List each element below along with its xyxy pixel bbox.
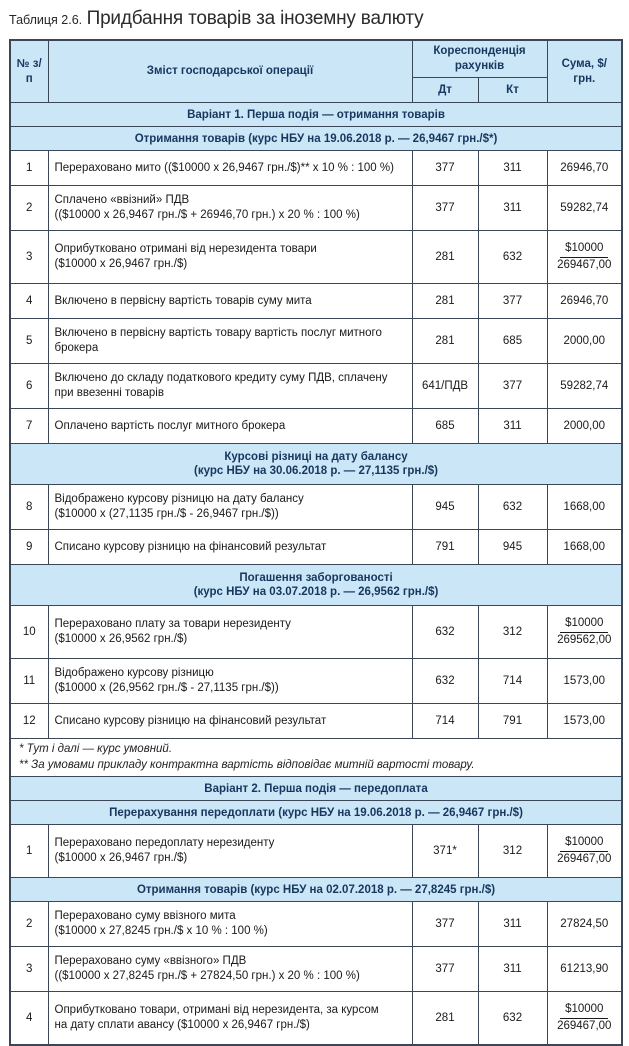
- credit-account-cell: 632: [478, 992, 547, 1046]
- operation-content-cell: [48, 825, 412, 878]
- row-number-cell: 1: [10, 151, 48, 186]
- debit-account-cell: 632: [412, 659, 478, 704]
- section-header-row: [10, 777, 622, 801]
- row-number-cell: 4: [10, 992, 48, 1046]
- text-line: Включено в первісну вартість товару вартість послуг митного: [54, 327, 382, 340]
- row-number-cell: 5: [10, 319, 48, 364]
- text-line: Перераховано передоплату нерезиденту: [54, 837, 275, 850]
- row-number-cell: 4: [10, 284, 48, 319]
- debit-account-cell: 632: [412, 606, 478, 659]
- credit-account-cell: 632: [478, 231, 547, 284]
- text-line: Варіант 2. Перша подія — передоплата: [204, 782, 428, 795]
- sum-cell: 26946,70: [547, 151, 622, 186]
- header-dt: Дт: [412, 78, 478, 103]
- debit-account-cell: 281: [412, 319, 478, 364]
- table-row: [10, 364, 622, 409]
- text-line: на дату сплати авансу ($10000 х 26,9467 грн./$): [54, 1019, 310, 1032]
- sum-cell: 2000,00: [547, 409, 622, 444]
- text-line: ($10000 х (27,1135 грн./$ - 26,9467 грн./$)): [54, 508, 279, 521]
- operation-content-cell: [48, 284, 412, 319]
- header-kt: Кт: [478, 78, 547, 103]
- footnote-cell: [10, 739, 622, 777]
- text-line: Сплачено «ввізний» ПДВ: [54, 194, 190, 207]
- table-row: [10, 409, 622, 444]
- operation-content-cell: [48, 364, 412, 409]
- operation-content-cell: [48, 186, 412, 231]
- sum-cell: 1573,00: [547, 659, 622, 704]
- row-number-cell: 3: [10, 231, 48, 284]
- text-line: Перераховано мито (($10000 х 26,9467 грн./$)** х 10 % : 100 %): [54, 161, 394, 174]
- table-row: [10, 947, 622, 992]
- table-body: [10, 103, 622, 1046]
- row-number-cell: 9: [10, 530, 48, 565]
- section-header-cell: [10, 103, 622, 127]
- text-line: Перерахування передоплати (курс НБУ на 19.06.2018 р. — 26,9467 грн./$): [109, 806, 523, 819]
- row-number-cell: 10: [10, 606, 48, 659]
- sum-cell: [547, 606, 622, 659]
- text-line: Включено в первісну вартість товарів суму мита: [54, 294, 312, 307]
- section-header-row: [10, 444, 622, 485]
- table-row: [10, 186, 622, 231]
- document-title: [9, 8, 629, 30]
- credit-account-cell: 714: [478, 659, 547, 704]
- credit-account-cell: 945: [478, 530, 547, 565]
- sum-uah-value: 269467,00: [557, 259, 612, 272]
- sum-uah-value: 269467,00: [557, 853, 612, 866]
- text-line: ($10000 х 26,9467 грн./$): [54, 852, 188, 865]
- section-header-cell: [10, 878, 622, 902]
- credit-account-cell: 311: [478, 902, 547, 947]
- sum-cell: 1573,00: [547, 704, 622, 739]
- row-number-cell: 8: [10, 485, 48, 530]
- table-row: [10, 704, 622, 739]
- debit-account-cell: 685: [412, 409, 478, 444]
- sum-cell: [547, 992, 622, 1046]
- section-header-row: [10, 565, 622, 606]
- section-header-cell: [10, 444, 622, 485]
- operation-content-cell: [48, 319, 412, 364]
- text-line: Включено до складу податкового кредиту суму ПДВ, сплачену: [54, 372, 388, 385]
- sum-usd-value: $10000: [560, 241, 608, 258]
- sum-cell: [547, 231, 622, 284]
- section-header-cell: [10, 777, 622, 801]
- table-row: [10, 530, 622, 565]
- table-row: [10, 825, 622, 878]
- text-line: ($10000 х (26,9562 грн./$ - 27,1135 грн./$)): [54, 682, 279, 695]
- credit-account-cell: 312: [478, 606, 547, 659]
- debit-account-cell: 377: [412, 902, 478, 947]
- section-header-cell: [10, 565, 622, 606]
- text-line: ** За умовами прикладу контрактна вартість відповідає митній вартості товару.: [19, 758, 475, 771]
- table-row: [10, 231, 622, 284]
- credit-account-cell: 311: [478, 186, 547, 231]
- operation-content-cell: [48, 902, 412, 947]
- text-line: ($10000 х 26,9467 грн./$): [54, 258, 188, 271]
- header-correspondence: Кореспонденція рахунків: [412, 40, 547, 78]
- row-number-cell: 6: [10, 364, 48, 409]
- operation-content-cell: [48, 485, 412, 530]
- debit-account-cell: 377: [412, 151, 478, 186]
- sum-cell: 26946,70: [547, 284, 622, 319]
- credit-account-cell: 311: [478, 409, 547, 444]
- credit-account-cell: 632: [478, 485, 547, 530]
- operation-content-cell: [48, 231, 412, 284]
- row-number-cell: 3: [10, 947, 48, 992]
- text-line: Відображено курсову різницю: [54, 667, 214, 680]
- section-header-row: [10, 878, 622, 902]
- text-line: Перераховано суму ввізного мита: [54, 910, 236, 923]
- sum-usd-value: $10000: [560, 835, 608, 852]
- text-line: Варіант 1. Перша подія — отримання товарів: [187, 108, 445, 121]
- text-line: Перераховано суму «ввізного» ПДВ: [54, 955, 247, 968]
- text-line: Погашення заборгованості: [239, 571, 393, 584]
- table-row: [10, 284, 622, 319]
- text-line: Відображено курсову різницю на дату балансу: [54, 493, 304, 506]
- text-line: (($10000 х 26,9467 грн./$ + 26946,70 грн.) х 20 % : 100 %): [54, 209, 360, 222]
- operation-content-cell: [48, 992, 412, 1046]
- header-content: Зміст господарської операції: [48, 40, 412, 103]
- table-row: [10, 659, 622, 704]
- debit-account-cell: 945: [412, 485, 478, 530]
- debit-account-cell: 371*: [412, 825, 478, 878]
- sum-usd-value: $10000: [560, 1002, 608, 1019]
- text-line: (курс НБУ на 30.06.2018 р. — 27,1135 грн./$): [194, 465, 438, 478]
- header-sum: Сума, $/грн.: [547, 40, 622, 103]
- table-header-row: [10, 40, 622, 78]
- row-number-cell: 2: [10, 186, 48, 231]
- accounting-table: [9, 39, 623, 1046]
- debit-account-cell: 281: [412, 992, 478, 1046]
- table-row: [10, 606, 622, 659]
- debit-account-cell: 714: [412, 704, 478, 739]
- table-row: [10, 902, 622, 947]
- section-header-row: [10, 103, 622, 127]
- sum-usd-value: $10000: [560, 616, 608, 633]
- debit-account-cell: 281: [412, 284, 478, 319]
- debit-account-cell: 791: [412, 530, 478, 565]
- credit-account-cell: 311: [478, 151, 547, 186]
- row-number-cell: 12: [10, 704, 48, 739]
- sum-cell: 27824,50: [547, 902, 622, 947]
- sum-uah-value: 269562,00: [557, 634, 612, 647]
- table-row: [10, 992, 622, 1046]
- text-line: Списано курсову різницю на фінансовий результат: [54, 540, 327, 553]
- credit-account-cell: 791: [478, 704, 547, 739]
- table-row: [10, 319, 622, 364]
- section-header-row: [10, 801, 622, 825]
- text-line: * Тут і далі — курс умовний.: [19, 743, 173, 756]
- text-line: ($10000 х 26,9562 грн./$): [54, 633, 188, 646]
- text-line: Оприбутковано товари, отримані від нерезидента, за курсом: [54, 1004, 379, 1017]
- table-row: [10, 485, 622, 530]
- sum-cell: 59282,74: [547, 186, 622, 231]
- debit-account-cell: 641/ПДВ: [412, 364, 478, 409]
- operation-content-cell: [48, 530, 412, 565]
- debit-account-cell: 377: [412, 186, 478, 231]
- operation-content-cell: [48, 606, 412, 659]
- credit-account-cell: 377: [478, 284, 547, 319]
- sum-cell: 61213,90: [547, 947, 622, 992]
- table-title-text: Придбання товарів за іноземну валюту: [86, 8, 424, 29]
- row-number-cell: 2: [10, 902, 48, 947]
- text-line: (курс НБУ на 03.07.2018 р. — 26,9562 грн./$): [193, 586, 439, 599]
- operation-content-cell: [48, 151, 412, 186]
- text-line: Отримання товарів (курс НБУ на 19.06.2018 р. — 26,9467 грн./$*): [134, 132, 498, 145]
- text-line: Оприбутковано отримані від нерезидента товари: [54, 243, 317, 256]
- sum-cell: 2000,00: [547, 319, 622, 364]
- text-line: брокера: [54, 342, 99, 355]
- sum-cell: 1668,00: [547, 485, 622, 530]
- table-number-label: Таблиця 2.6.: [9, 13, 83, 27]
- debit-account-cell: 281: [412, 231, 478, 284]
- text-line: ($10000 х 27,8245 грн./$ х 10 % : 100 %): [54, 925, 268, 938]
- text-line: (($10000 х 27,8245 грн./$ + 27824,50 грн.) х 20 % : 100 %): [54, 970, 360, 983]
- credit-account-cell: 377: [478, 364, 547, 409]
- credit-account-cell: 311: [478, 947, 547, 992]
- sum-cell: 1668,00: [547, 530, 622, 565]
- footnote-row: [10, 739, 622, 777]
- row-number-cell: 1: [10, 825, 48, 878]
- credit-account-cell: 685: [478, 319, 547, 364]
- text-line: Оплачено вартість послуг митного брокера: [54, 419, 286, 432]
- sum-cell: [547, 825, 622, 878]
- sum-cell: 59282,74: [547, 364, 622, 409]
- row-number-cell: 11: [10, 659, 48, 704]
- credit-account-cell: 312: [478, 825, 547, 878]
- text-line: Отримання товарів (курс НБУ на 02.07.2018 р. — 27,8245 грн./$): [136, 883, 496, 896]
- sum-uah-value: 269467,00: [557, 1020, 612, 1033]
- operation-content-cell: [48, 704, 412, 739]
- text-line: Списано курсову різницю на фінансовий результат: [54, 714, 327, 727]
- section-header-row: [10, 127, 622, 151]
- text-line: Перераховано плату за товари нерезиденту: [54, 618, 291, 631]
- table-row: [10, 151, 622, 186]
- operation-content-cell: [48, 409, 412, 444]
- row-number-cell: 7: [10, 409, 48, 444]
- header-num: № з/п: [10, 40, 48, 103]
- text-line: Курсові різниці на дату балансу: [224, 450, 408, 463]
- operation-content-cell: [48, 947, 412, 992]
- section-header-cell: [10, 801, 622, 825]
- operation-content-cell: [48, 659, 412, 704]
- debit-account-cell: 377: [412, 947, 478, 992]
- section-header-cell: [10, 127, 622, 151]
- text-line: при ввезенні товарів: [54, 387, 164, 400]
